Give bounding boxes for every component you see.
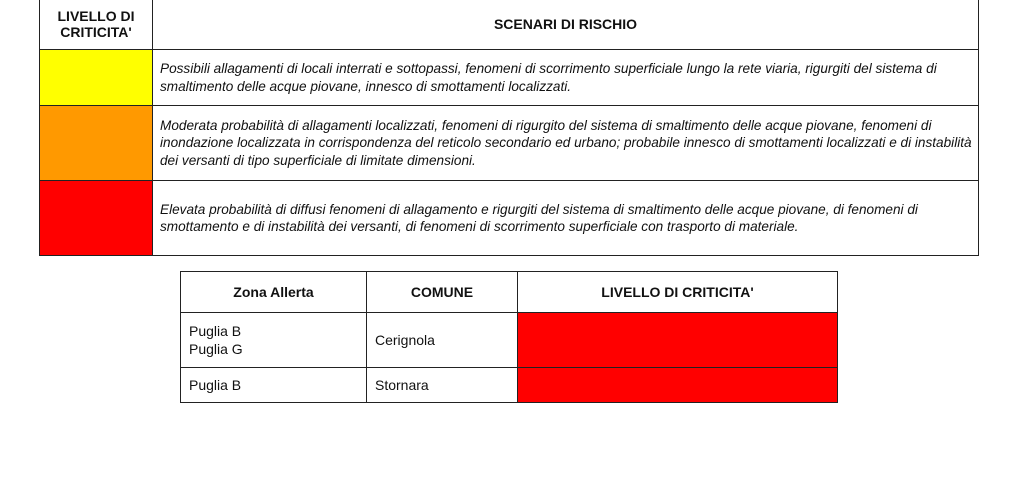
header-level-line-2: CRITICITA' xyxy=(60,24,132,40)
yellow-scenario-text: Possibili allagamenti di locali interrati e sottopassi, fenomeni di scorrimento superficiale lungo la rete viaria, rigurgiti del sistema di smaltimento delle acque piovane, innesco di smottamenti localizzati. xyxy=(153,50,979,106)
alert-zone: Puglia B xyxy=(189,323,242,339)
yellow-level-swatch xyxy=(40,50,153,106)
municipality-name: Cerignola xyxy=(367,313,518,368)
alert-zones-cell xyxy=(181,368,367,403)
red-scenario-text: Elevata probabilità di diffusi fenomeni di allagamento e rigurgiti del sistema di smaltimento delle acque piovane, di fenomeni di smottamento e di instabilità dei versanti, di fenomeni di scorrimento superficiale con trasporto di materiale. xyxy=(153,181,979,256)
header-level-line-1: LIVELLO DI xyxy=(57,8,135,24)
alert-zones-cell xyxy=(181,313,367,368)
municipality-name: Stornara xyxy=(367,368,518,403)
risk-scenarios-table xyxy=(39,0,979,256)
municipalities-header-row xyxy=(181,272,838,313)
risk-row-orange xyxy=(40,106,979,181)
red-level-swatch xyxy=(40,181,153,256)
orange-scenario-text: Moderata probabilità di allagamenti localizzati, fenomeni di rigurgito del sistema di smaltimento delle acque piovane, fenomeni di inondazione localizzata in corrispondenza del reticolo secondario ed urbano; probabile innesco di smottamenti localizzati e di instabilità dei versanti di tipo superficiale di limitate dimensioni. xyxy=(153,106,979,181)
municipalities-alert-table xyxy=(180,271,838,403)
orange-level-swatch xyxy=(40,106,153,181)
table-row xyxy=(181,313,838,368)
alert-zone: Puglia G xyxy=(189,341,243,357)
table-row xyxy=(181,368,838,403)
risk-table-header-row xyxy=(40,0,979,50)
risk-row-yellow xyxy=(40,50,979,106)
criticality-level-swatch xyxy=(518,313,838,368)
header-alert-zone: Zona Allerta xyxy=(181,272,367,313)
alert-zone: Puglia B xyxy=(189,377,242,393)
header-municipality: COMUNE xyxy=(367,272,518,313)
risk-row-red xyxy=(40,181,979,256)
header-criticality-level xyxy=(40,0,153,50)
header-risk-scenarios: SCENARI DI RISCHIO xyxy=(153,0,979,50)
header-criticality: LIVELLO DI CRITICITA' xyxy=(518,272,838,313)
criticality-level-swatch xyxy=(518,368,838,403)
